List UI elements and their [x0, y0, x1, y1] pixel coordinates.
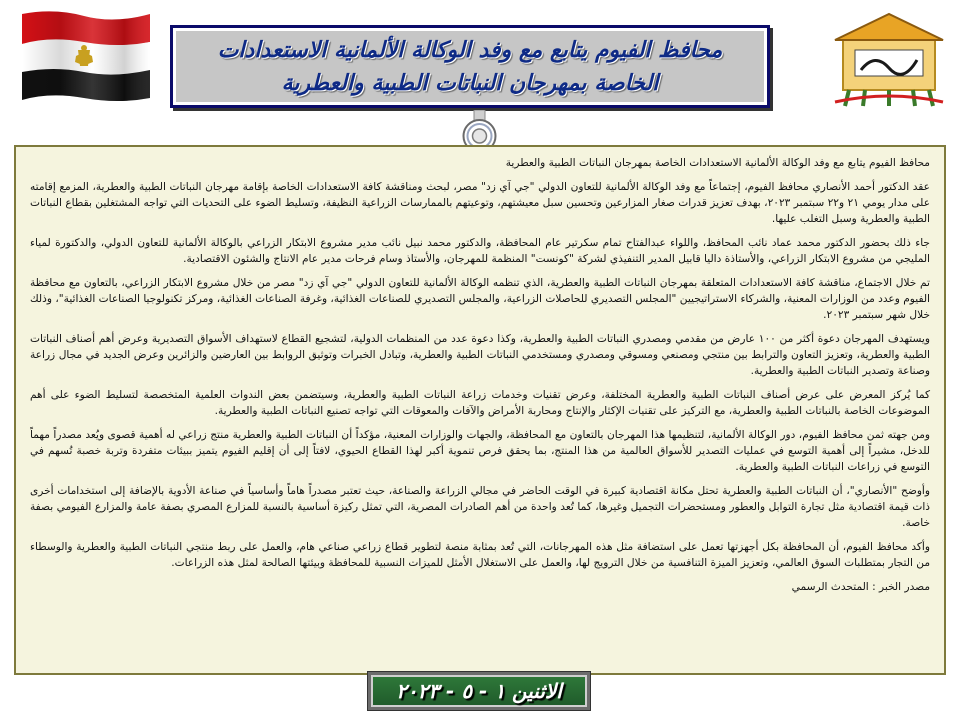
fayoum-governorate-logo-icon	[825, 10, 953, 110]
date-label: الاثنين ١ - ٥ - ٢٠٢٣	[396, 679, 562, 703]
article-paragraph: ومن جهته ثمن محافظ الفيوم، دور الوكالة الألمانية، لتنظيمها هذا المهرجان بالتعاون مع المحافظة، والجهات والوزارات المعنية، مؤكداً أن النباتات الطبية والعطرية منتج زراعي له أهمية قصوى ويُعد مصدراً مهماً للدخل، مشيراً إلى أهمية التوسع في عمليات التصدير للأسواق العالمية من هذا المنتج، بما يحقق فرص تنموية أكبر لهذا القطاع الحيوي، لافتاً إلى أن إقليم الفيوم يتميز ببيئات متفردة وتربة خصبة تُسهم في التوسع في زراعات النباتات الطبية والعطرية.	[30, 429, 930, 473]
article-paragraph: عقد الدكتور أحمد الأنصاري محافظ الفيوم، إجتماعاً مع وفد الوكالة الألمانية للتعاون الدولي "جي آي زد" مصر، لبحث ومناقشة كافة الاستعدادات الخاصة بإقامة مهرجان النباتات الطبية والعطرية، المزمع إقامته على مدار يومي ٢١ و٢٢ سبتمبر ٢٠٢٣، بهدف تعزيز قدرات صغار المزارعين وتحسين سبل معيشتهم، وتوعيتهم بالممارسات الزراعية النظيفة، وتسليط الضوء على التحديات التي تواجه المشتغلين بقطاع النباتات الطبية والعطرية وسبل التغلب عليها.	[30, 181, 931, 225]
title-banner	[170, 25, 770, 108]
article-paragraph: كما يُركز المعرض على عرض أصناف النباتات الطبية والعطرية المختلفة، وعرض تقنيات وخدمات زراعة النباتات الطبية والعطرية، وسيتضمن بعض الندوات العلمية المتخصصة لتسليط الضوء على أهم الموضوعات الخاصة بالنباتات الطبية والعطرية، مع التركيز على تقنيات الإكثار والإنتاج ومحاربة الأمراض والآفات والمعوقات التي تواجه تصنيع النباتات الطبية والعطرية.	[30, 389, 930, 417]
date-banner	[368, 672, 590, 710]
page-title: محافظ الفيوم يتابع مع وفد الوكالة الألمانية الاستعدادات الخاصة بمهرجان النباتات الطبية والعطرية	[217, 37, 723, 96]
article-body	[14, 145, 946, 675]
article-paragraph: محافظ الفيوم يتابع مع وفد الوكالة الألمانية الاستعدادات الخاصة بمهرجان النباتات الطبية والعطرية	[505, 157, 930, 169]
article-source: مصدر الخبر : المتحدث الرسمي	[791, 581, 930, 593]
article-paragraph: وأكد محافظ الفيوم، أن المحافظة بكل أجهزتها تعمل على استضافة مثل هذه المهرجانات، التي تُعد بمثابة منصة لتطوير قطاع زراعي صناعي هام، والعمل على ربط منتجي النباتات الطبية والعطرية والوسطاء من التجار بمتطلبات السوق العالمي، وتعزيز الميزة التنافسية من خلال الترويج لها، والعمل على الاستغلال الأمثل للميزات النسبية للمحافظة وبيئتها الصالحة لمثل هذه الزراعات.	[30, 541, 930, 569]
article-paragraph: جاء ذلك بحضور الدكتور محمد عماد نائب المحافظ، واللواء عبدالفتاح تمام سكرتير عام المحافظة، والدكتور محمد نبيل نائب مدير مشروع الابتكار الزراعي بالوكالة الألمانية للتعاون الدولي، والدكتورة لمياء المليجي من مشروع الابتكار الزراعي، والأستاذة داليا قابيل المدير التنفيذي لشركة "كونست" المنظمة للمهرجان، والأستاذ وسام فرحات مدير عام الانتاج والشئون الاقتصادية.	[30, 237, 930, 265]
egypt-flag-icon	[14, 8, 154, 108]
article-paragraph: ويستهدف المهرجان دعوة أكثر من ١٠٠ عارض من مقدمي ومصدري النباتات الطبية والعطرية، وكذا دعوة عدد من المنظمات الدولية، لتشجيع القطاع لاستهداف الأسواق التصديرية وعرض أهم أصناف النباتات الطبية والعطرية، وتعزيز التعاون والترابط بين منتجي ومصنعي ومسوقي ومصدري ومستخدمي النباتات الطبية والعطرية، وتبادل الخبرات وتوثيق الروابط بين العارضين والزائرين وعرض الجديد في مجال زراعة وصناعة وتصدير النباتات الطبية والعطرية.	[30, 333, 930, 377]
article-paragraph: تم خلال الاجتماع، مناقشة كافة الاستعدادات المتعلقة بمهرجان النباتات الطبية والعطرية، الذي تنظمه الوكالة الألمانية للتعاون الدولي "جي آي زد" مصر من خلال مشروع الابتكار الزراعي، بالتعاون مع محافظة الفيوم وعدد من الوزارات المعنية، والشركاء الاستراتيجيين "المجلس التصديري للحاصلات الزراعية، والمجلس التصديري للصناعات الغذائية، وغرفة الصناعات الغذائية، ومركز تكنولوجيا الصناعات الغذائية"، وذلك خلال شهر سبتمبر ٢٠٢٣.	[30, 277, 930, 321]
article-paragraph: وأوضح "الأنصاري"، أن النباتات الطبية والعطرية تحتل مكانة اقتصادية كبيرة في الوقت الحاضر في مجالي الزراعة والصناعة، حيث تعتبر مصدراً هاماً وأساسياً في صناعة الأدوية بالإضافة إلى استخدامات أخرى ذات قيمة اقتصادية مثل تجارة التوابل والعطور ومستحضرات التجميل وغيرها، كما تُعد واحدة من أهم الصادرات المصرية، التي تمثل ركيزة أساسية بالنسبة للمزارع المصري بصفة عامة والمزارع الفيومي بصفة خاصة.	[30, 485, 930, 529]
